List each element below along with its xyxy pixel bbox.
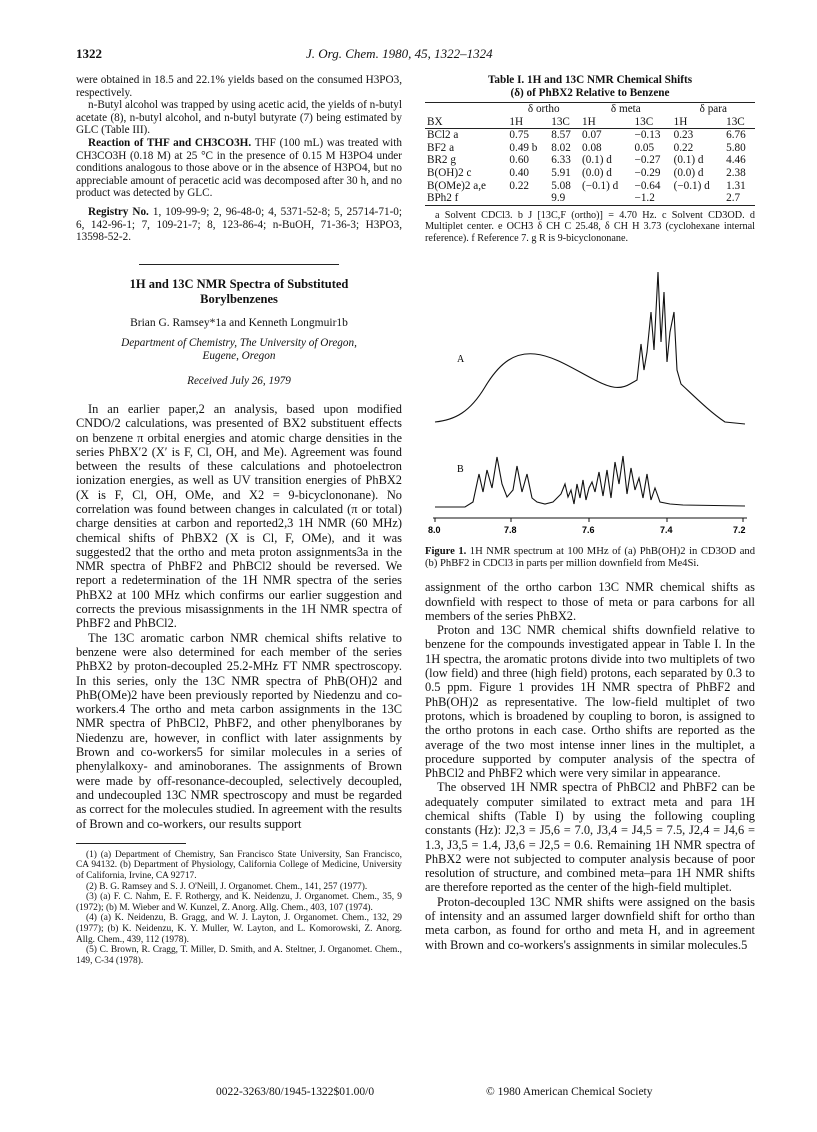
table-cell: BCl2 a — [427, 129, 459, 142]
left-column — [76, 74, 402, 966]
table-cell — [507, 192, 549, 205]
column-header: 1H — [582, 115, 596, 128]
table-cell: 0.07 — [582, 129, 602, 142]
spectrum-trace-b — [435, 456, 745, 507]
affiliation — [76, 337, 402, 363]
table-row — [425, 167, 755, 180]
table-cell: 9.9 — [551, 192, 566, 205]
table-cell: 0.23 — [673, 129, 694, 142]
trace-label-b: B — [457, 464, 464, 476]
body-paragraph-4: Proton and 13C NMR chemical shifts downfield relative to benzene for the compounds investigated appear in Table I. In the 1H spectra, the aromatic protons divide into two multiplets of two (low field) and three (high field) protons, each separated by 0.3 to 0.5 ppm. Figure 1 provides 1H NMR spectra of PhBF2 and PhB(OH)2 as representative. The low-field multiplet of two protons, which is broadened by coupling to boron, is assigned to the ortho protons in each case. Ortho shifts are reported as the average of the two most intense inner lines in the multiplet, a procedure supported by computer analysis of the spectra of PhBCl2 and PhBF2 which were very similar in appearance. — [425, 623, 755, 781]
table-cell — [672, 192, 724, 205]
table-cell: −0.29 — [634, 166, 661, 179]
footnote-5: (5) C. Brown, R. Cragg, T. Miller, D. Smith, and A. Steltner, J. Organomet. Chem., 149, C-34 (1978). — [76, 945, 402, 966]
intro-paragraph-2: n-Butyl alcohol was trapped by using acetic acid, the yields of n-butyl acetate (8), n-butyl alcohol, and n-butyl butyrate (7) being estimated by GLC (Table III). — [76, 99, 402, 137]
table-footnotes: a Solvent CDCl3. b J [13C,F (ortho)] = 4.70 Hz. c Solvent CD3OD. d Multiplet center. e OCH3 δ CH C 25.48, δ CH H 3.73 (cyclohexane internal reference). f Reference 7. g R is 9-bicyclononane. — [425, 209, 755, 244]
table-cell: 6.76 — [726, 129, 746, 142]
article-body-left — [76, 402, 402, 831]
figure-caption-label: Figure 1. — [425, 546, 467, 558]
table-caption-line-1: Table I. 1H and 13C NMR Chemical Shifts — [487, 74, 693, 86]
footnote-divider — [76, 843, 186, 844]
right-column — [425, 74, 755, 952]
section-divider — [139, 264, 339, 265]
column-header: BX — [427, 115, 443, 128]
column-header-row — [425, 116, 755, 129]
figure-caption-text: 1H NMR spectrum at 100 MHz of (a) PhB(OH)2 in CD3OD and (b) PhBF2 in CDCl3 in parts per million downfield from Me4Si. — [425, 546, 755, 570]
table-cell: 4.46 — [726, 154, 746, 167]
table-cell: 0.60 — [509, 154, 529, 167]
column-header: 1H — [509, 115, 524, 128]
reaction-heading: Reaction of THF and CH3CO3H. — [88, 136, 252, 149]
table-cell: 8.57 — [551, 129, 571, 142]
footnote-4: (4) (a) K. Neidenzu, B. Gragg, and W. J. Layton, J. Organomet. Chem., 132, 29 (1977); (b) K. Neidenzu, K. Y. Muller, W. Layton, and L. Komorowski, Z. Anorg. Allg. Chem., 439, 112 (1978). — [76, 913, 402, 945]
group-header-ortho: δ ortho — [527, 103, 560, 115]
table-cell: (0.1) d — [582, 154, 612, 167]
article-title-line-1: 1H and 13C NMR Spectra of Substituted — [129, 276, 349, 291]
column-header: 13C — [551, 115, 570, 128]
table-cell: 5.08 — [551, 179, 571, 192]
body-paragraph-3: assignment of the ortho carbon 13C NMR chemical shifts as downfield with respect to those of meta or para carbons for all members of the series PhBX2. — [425, 580, 755, 623]
footnote-3: (3) (a) F. C. Nahm, E. F. Rothergy, and K. Neidenzu, J. Organomet. Chem., 35, 9 (1972); (b) M. Wieber and W. Kunzel, Z. Anorg. Allg. Chem., 403, 107 (1974). — [76, 892, 402, 913]
table-cell: −0.64 — [634, 179, 661, 192]
footnote-1: (1) (a) Department of Chemistry, San Francisco State University, San Francisco, CA 94132. (b) Department of Physiology, California College of Medicine, University of California, Irvine, CA 92717. — [76, 849, 402, 881]
table-cell: BR2 g — [427, 154, 456, 167]
article-body-right — [425, 580, 755, 952]
footnote-2: (2) B. G. Ramsey and S. J. O'Neill, J. Organomet. Chem., 141, 257 (1977). — [86, 881, 368, 892]
body-paragraph-6: Proton-decoupled 13C NMR shifts were assigned on the basis of intensity and an assumed larger downfield shift for ortho than meta carbon, as found for ortho and meta H, and in agreement with Brown and co-workers's assignments in similar molecules.5 — [425, 894, 755, 952]
table-cell: BF2 a — [427, 141, 455, 154]
x-tick-label: 8.0 — [428, 525, 441, 536]
column-header: 1H — [673, 115, 688, 128]
table-cell: (0.0) d — [673, 166, 704, 179]
body-paragraph-1: In an earlier paper,2 an analysis, based upon modified CNDO/2 calculations, was presented of BX2 substituent effects on benzene π orbital energies and atomic charge densities in the series PhBX′2 (X′ is F, Cl, OH, and Me). Agreement was found between the results of these calculations and photoelectron ionization energies, as well as UV transition energies of PhBX2 (X is F, Cl, OH, OMe, and X2 = 9-bicyclononane). No correlation was found between changes in calculated (π or total) charge densities at carbon and reported2,3 1H NMR (60 MHz) chemical shifts of PhBX2 (X is Cl, F, OMe), and it was suggested2 that the ortho and meta proton assignments3a in the NMR spectra of PhBF2 and PhBCl2 should be reversed. We report a redetermination of the 1H NMR spectra of the series PhBX2 at 100 MHz which confirms our earlier suggestion and corrects the previous misassignments in the 1H NMR spectra of PhBF2 and PhBCl2. — [76, 401, 402, 631]
x-tick-label: 7.6 — [582, 525, 595, 536]
table-row — [425, 154, 755, 167]
reaction-paragraph — [76, 137, 402, 200]
table-cell: 2.7 — [726, 192, 741, 205]
reaction-text: THF (100 mL) was treated with CH3CO3H (0.18 M) at 25 °C in the presence of 0.15 M H3PO4 under conditions analogous to those above or in the absence of H3PO4, but no appreciable amount of peracetic acid was decomposed after 30 h, and no product was detected by GLC. — [76, 136, 402, 200]
table-cell: −1.2 — [634, 192, 655, 205]
table-cell: (−0.1) d — [582, 179, 619, 192]
page-number: 1322 — [76, 46, 102, 61]
table-caption-line-2: (δ) of PhBX2 Relative to Benzene — [510, 87, 670, 99]
table-row — [425, 192, 755, 205]
table-cell: B(OH)2 c — [427, 166, 472, 179]
table-cell: 0.05 — [634, 141, 655, 154]
table-row — [425, 129, 755, 142]
article-title-line-2: Borylbenzenes — [200, 291, 278, 306]
table-cell: (0.0) d — [582, 166, 612, 179]
table-cell — [580, 192, 632, 205]
table-cell: 5.80 — [726, 141, 746, 154]
x-tick-label: 7.2 — [733, 525, 746, 536]
table-cell: 0.49 b — [509, 141, 538, 154]
trace-label-a: A — [457, 354, 465, 366]
registry-paragraph — [76, 206, 402, 244]
table-cell: 0.22 — [673, 141, 694, 154]
table-cell: −0.27 — [634, 154, 661, 167]
group-header-meta: δ meta — [610, 103, 641, 115]
affiliation-line-1: Department of Chemistry, The University of Oregon, — [121, 337, 357, 350]
table-cell: BPh2 f — [427, 192, 459, 205]
table-cell: 5.91 — [551, 166, 571, 179]
x-tick-label: 7.4 — [660, 525, 673, 536]
column-header: 13C — [726, 115, 745, 128]
table-cell: 6.33 — [551, 154, 571, 167]
table-cell: −0.13 — [634, 129, 661, 142]
copyright-notice: © 1980 American Chemical Society — [486, 1086, 653, 1098]
group-header-para: δ para — [699, 103, 727, 115]
table-cell: 0.08 — [582, 141, 602, 154]
author-list: Brian G. Ramsey*1a and Kenneth Longmuir1b — [130, 316, 348, 329]
table-cell: B(OMe)2 a,e — [427, 179, 487, 192]
table-row — [425, 180, 755, 193]
registry-heading: Registry No. — [88, 205, 149, 218]
table-cell: (−0.1) d — [673, 179, 710, 192]
table-caption — [425, 74, 755, 100]
article-code: 0022-3263/80/1945-1322$01.00/0 — [216, 1086, 375, 1098]
intro-paragraph-1: were obtained in 18.5 and 22.1% yields based on the consumed H3PO3, respectively. — [76, 74, 402, 99]
body-paragraph-2: The 13C aromatic carbon NMR chemical shifts relative to benzene were also determined for each member of the series PhBX2 by proton-decoupled 25.2-MHz FT NMR spectroscopy. In this series, only the 13C NMR spectra of PhB(OH)2 and PhB(OMe)2 have been previously reported by Niedenzu and co-workers.4 The ortho and meta carbon assignments in the 13C NMR spectra of PhBCl2, PhBF2, and other phenylboranes by Niedenzu are, however, in conflict with later assignments by Brown and co-workers5 for similar molecules in a series of phenylalkoxy- and aminoboranes. The assignments of Brown were made by off-resonance-decoupled, selectively decoupled, and undecoupled 13C NMR spectroscopy and must be regarded as correct for the molecules studied. In agreement with the results of Brown and co-workers, our results support — [76, 630, 402, 831]
table-cell: (0.1) d — [673, 154, 704, 167]
nmr-shift-table — [425, 102, 755, 206]
table-cell: 0.75 — [509, 129, 529, 142]
table-cell: 8.02 — [551, 141, 571, 154]
spectrum-trace-a — [435, 272, 745, 424]
table-cell: 2.38 — [726, 166, 746, 179]
table-cell: 0.40 — [509, 166, 529, 179]
affiliation-line-2: Eugene, Oregon — [202, 350, 276, 363]
column-header: 13C — [634, 115, 654, 128]
article-title — [76, 277, 402, 307]
x-tick-label: 7.8 — [504, 525, 517, 536]
received-date: Received July 26, 1979 — [187, 375, 291, 388]
footnotes — [76, 850, 402, 967]
journal-reference: J. Org. Chem. 1980, 45, 1322–1324 — [306, 46, 493, 61]
body-paragraph-5: The observed 1H NMR spectra of PhBCl2 and PhBF2 can be adequately computer similated to extract meta and para 1H chemical shifts (Table I) by using the following coupling constants (Hz): J2,3 = J5,6 = 7.0, J3,4 = J4,5 = 7.5, J2,4 = J4,6 = 1.3, J3,5 = 1.4, J3,6 = J2,5 = 0.6. Remaining 1H NMR spectra of PhBX2 were not subjected to computer analysis because of poor resolution of structure, and combined meta–para 1H NMR shifts are therefore reported as the center of the high-field multiplet. — [425, 780, 755, 895]
figure-caption — [425, 546, 755, 570]
nmr-spectrum-figure — [425, 252, 755, 542]
table-cell: 1.31 — [726, 179, 746, 192]
registry-text: 1, 109-99-9; 2, 96-48-0; 4, 5371-52-8; 5, 25714-71-0; 6, 142-96-1; 7, 109-21-7; 8, 123-86-4; n-BuOH, 71-36-3; H3PO3, 13598-52-2. — [76, 205, 402, 244]
table-row — [425, 142, 755, 155]
table-cell: 0.22 — [509, 179, 529, 192]
